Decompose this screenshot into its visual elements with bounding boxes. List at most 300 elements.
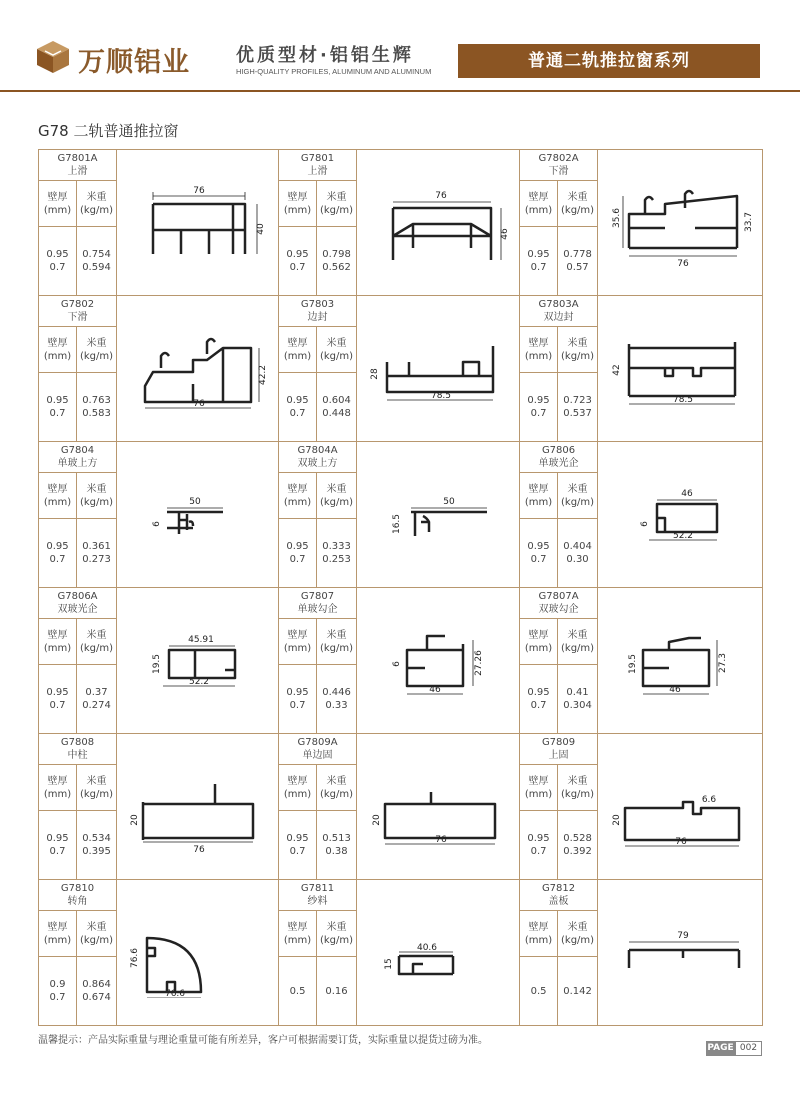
- weight-value: 0.798: [322, 249, 351, 260]
- catalog-row: [39, 442, 763, 473]
- thickness-label: 壁厚: [287, 775, 308, 787]
- dimension-label: 42: [612, 363, 623, 376]
- weight-header: [558, 765, 598, 811]
- thickness-unit: (mm): [524, 788, 553, 800]
- thickness-values: [520, 957, 558, 1026]
- weight-unit: (kg/m): [79, 496, 114, 508]
- thickness-value: 0.95: [286, 833, 309, 844]
- dimension-label: 50: [443, 496, 455, 507]
- weight-header: [558, 911, 598, 957]
- weight-value: 0.41: [566, 687, 589, 698]
- profile-drawing: [357, 296, 520, 442]
- thickness-value: 0.9: [49, 979, 66, 990]
- thickness-header: [520, 327, 558, 373]
- dimension-label: 27.3: [718, 652, 729, 673]
- weight-value: 0.448: [322, 408, 351, 419]
- weight-header: [77, 181, 117, 227]
- thickness-value: 0.95: [46, 687, 69, 698]
- dimension-label: 52.2: [673, 530, 694, 541]
- weight-value: 0.763: [82, 395, 111, 406]
- profile-drawing: [598, 296, 763, 442]
- weight-unit: (kg/m): [319, 204, 354, 216]
- profile-code-cell: [39, 588, 117, 619]
- thickness-label: 壁厚: [287, 191, 308, 203]
- thickness-value: 0.95: [286, 687, 309, 698]
- thickness-values: [39, 373, 77, 442]
- dimension-label: 76: [192, 844, 205, 852]
- profile-code-cell: [39, 296, 117, 327]
- weight-unit: (kg/m): [319, 496, 354, 508]
- dimension-label: 20: [612, 813, 623, 826]
- thickness-values: [279, 227, 317, 296]
- dimension-label: 19.5: [151, 653, 162, 674]
- weight-label: 米重: [567, 337, 588, 349]
- weight-label: 米重: [567, 921, 588, 933]
- dimension-label: 46: [500, 227, 511, 240]
- thickness-values: [520, 665, 558, 734]
- catalog-row: [39, 734, 763, 765]
- weight-label: 米重: [86, 775, 107, 787]
- thickness-label: 壁厚: [47, 191, 68, 203]
- weight-value: 0.395: [82, 846, 111, 857]
- weight-value: 0.274: [82, 700, 111, 711]
- weight-value: 0.754: [82, 249, 111, 260]
- thickness-value: 0.95: [46, 249, 69, 260]
- dimension-label: 76: [675, 836, 687, 847]
- weight-values: [317, 957, 357, 1026]
- profile-code: G7801: [300, 153, 335, 164]
- weight-values: [317, 665, 357, 734]
- weight-value: 0.57: [566, 262, 589, 273]
- profile-drawing: [357, 442, 520, 588]
- dimension-label: 6: [640, 520, 651, 527]
- profile-drawing: [357, 588, 520, 734]
- thickness-unit: (mm): [524, 350, 553, 362]
- profile-name: 单边固: [302, 750, 333, 761]
- weight-header: [77, 911, 117, 957]
- profile-code-cell: [520, 734, 598, 765]
- thickness-label: 壁厚: [47, 483, 68, 495]
- dimension-label: 76.6: [129, 947, 140, 968]
- weight-value: 0.537: [563, 408, 592, 419]
- weight-unit: (kg/m): [79, 204, 114, 216]
- weight-values: [558, 373, 598, 442]
- profile-drawing: [117, 150, 279, 296]
- company-logo-icon: [36, 40, 70, 74]
- weight-unit: (kg/m): [79, 934, 114, 946]
- dimension-label: 19.5: [628, 653, 639, 674]
- profile-drawing: [117, 442, 279, 588]
- weight-unit: (kg/m): [561, 788, 595, 800]
- dimension-label: 46: [429, 684, 441, 695]
- thickness-header: [279, 473, 317, 519]
- profile-code-cell: [39, 734, 117, 765]
- profile-name: 双边封: [543, 312, 574, 323]
- thickness-label: 壁厚: [528, 775, 549, 787]
- thickness-header: [279, 327, 317, 373]
- weight-unit: (kg/m): [319, 642, 354, 654]
- thickness-header: [39, 765, 77, 811]
- weight-value: 0.38: [325, 846, 348, 857]
- profile-name: 盖板: [548, 896, 569, 907]
- dimension-label: 35.6: [612, 207, 623, 228]
- weight-header: [558, 619, 598, 665]
- thickness-header: [279, 181, 317, 227]
- thickness-header: [39, 911, 77, 957]
- thickness-unit: (mm): [283, 642, 312, 654]
- profile-code-cell: [520, 880, 598, 911]
- dimension-label: 42.2: [257, 364, 268, 385]
- thickness-value: 0.95: [46, 395, 69, 406]
- weight-header: [77, 327, 117, 373]
- weight-header: [77, 619, 117, 665]
- weight-unit: (kg/m): [79, 642, 114, 654]
- weight-label: 米重: [567, 483, 588, 495]
- thickness-values: [279, 957, 317, 1026]
- brand-name: 万顺铝业: [78, 47, 190, 78]
- profile-code-cell: [520, 150, 598, 181]
- profile-code-cell: [39, 442, 117, 473]
- dimension-label: 76: [435, 834, 447, 845]
- dimension-label: 33.7: [744, 211, 755, 232]
- thickness-label: 壁厚: [287, 921, 308, 933]
- weight-header: [317, 327, 357, 373]
- thickness-label: 壁厚: [528, 337, 549, 349]
- thickness-header: [279, 911, 317, 957]
- thickness-value: 0.7: [49, 408, 66, 419]
- thickness-value: 0.7: [289, 408, 306, 419]
- thickness-value: 0.95: [527, 541, 550, 552]
- thickness-value: 0.7: [530, 408, 547, 419]
- dimension-label: 79: [677, 930, 689, 941]
- profile-code-cell: [279, 150, 357, 181]
- thickness-unit: (mm): [283, 496, 312, 508]
- series-banner: 普通二轨推拉窗系列: [458, 44, 760, 78]
- weight-header: [558, 181, 598, 227]
- profile-name: 边封: [307, 312, 328, 323]
- dimension-label: 78.5: [431, 390, 452, 401]
- profile-code-cell: [520, 296, 598, 327]
- profile-name: 单玻上方: [57, 458, 98, 469]
- thickness-header: [39, 181, 77, 227]
- dimension-label: 76.6: [164, 988, 185, 998]
- thickness-unit: (mm): [43, 350, 72, 362]
- profile-drawing: [117, 296, 279, 442]
- profile-code: G7802: [60, 299, 95, 310]
- dimension-label: 6.6: [701, 794, 717, 805]
- weight-header: [317, 911, 357, 957]
- weight-value: 0.583: [82, 408, 111, 419]
- weight-values: [558, 665, 598, 734]
- profile-code: G7812: [541, 883, 576, 894]
- profile-code: G7809: [541, 737, 576, 748]
- profile-code: G7804: [60, 445, 95, 456]
- weight-value: 0.16: [325, 985, 348, 997]
- thickness-label: 壁厚: [287, 337, 308, 349]
- profile-code: G7803A: [538, 299, 579, 310]
- page-label: PAGE: [706, 1041, 735, 1056]
- profile-code: G7807A: [538, 591, 579, 602]
- profile-drawing: [598, 442, 763, 588]
- thickness-values: [39, 519, 77, 588]
- weight-unit: (kg/m): [319, 350, 354, 362]
- profile-code: G7809A: [297, 737, 338, 748]
- thickness-value: 0.95: [286, 249, 309, 260]
- weight-value: 0.37: [85, 687, 108, 698]
- weight-value: 0.513: [322, 833, 351, 844]
- weight-header: [317, 765, 357, 811]
- thickness-unit: (mm): [283, 934, 312, 946]
- weight-values: [558, 519, 598, 588]
- thickness-unit: (mm): [283, 350, 312, 362]
- thickness-values: [279, 665, 317, 734]
- profile-name: 上滑: [67, 166, 88, 177]
- thickness-values: [279, 811, 317, 880]
- weight-value: 0.723: [563, 395, 592, 406]
- thickness-values: [39, 811, 77, 880]
- profile-name: 中柱: [67, 750, 88, 761]
- header-divider: [0, 90, 800, 92]
- weight-header: [558, 473, 598, 519]
- page-header: [0, 0, 800, 92]
- profile-code-cell: [279, 296, 357, 327]
- profile-code: G7807: [300, 591, 335, 602]
- profile-name: 双玻上方: [297, 458, 338, 469]
- weight-label: 米重: [326, 337, 347, 349]
- dimension-label: 46: [669, 684, 681, 695]
- weight-value: 0.528: [563, 833, 592, 844]
- thickness-header: [39, 473, 77, 519]
- dimension-label: 52.2: [188, 676, 209, 687]
- thickness-value: 0.5: [530, 985, 547, 997]
- profile-drawing: [357, 734, 520, 880]
- thickness-value: 0.95: [527, 687, 550, 698]
- weight-value: 0.30: [566, 554, 589, 565]
- thickness-unit: (mm): [43, 204, 72, 216]
- profile-drawing: [117, 734, 279, 880]
- weight-unit: (kg/m): [319, 788, 354, 800]
- weight-unit: (kg/m): [561, 934, 595, 946]
- thickness-values: [39, 665, 77, 734]
- thickness-value: 0.95: [527, 249, 550, 260]
- thickness-label: 壁厚: [287, 629, 308, 641]
- thickness-label: 壁厚: [528, 483, 549, 495]
- weight-value: 0.33: [325, 700, 348, 711]
- dimension-label: 6: [392, 660, 403, 667]
- thickness-label: 壁厚: [287, 483, 308, 495]
- weight-value: 0.253: [322, 554, 351, 565]
- dimension-label: 46: [681, 488, 693, 499]
- thickness-header: [279, 619, 317, 665]
- weight-label: 米重: [86, 191, 107, 203]
- weight-label: 米重: [567, 191, 588, 203]
- thickness-value: 0.95: [286, 541, 309, 552]
- profile-catalog-table: [38, 149, 763, 1026]
- weight-values: [77, 665, 117, 734]
- thickness-unit: (mm): [43, 642, 72, 654]
- profile-drawing: [117, 880, 279, 1026]
- weight-values: [558, 957, 598, 1026]
- dimension-label: 76: [192, 185, 205, 196]
- weight-values: [317, 373, 357, 442]
- profile-name: 单玻勾企: [297, 604, 338, 615]
- weight-value: 0.392: [563, 846, 592, 857]
- profile-code: G7808: [60, 737, 95, 748]
- profile-drawing: [598, 880, 763, 1026]
- weight-unit: (kg/m): [319, 934, 354, 946]
- thickness-values: [520, 373, 558, 442]
- dimension-label: 20: [372, 813, 383, 826]
- profile-code: G7806A: [57, 591, 98, 602]
- profile-drawing: [357, 150, 520, 296]
- thickness-value: 0.7: [289, 846, 306, 857]
- thickness-value: 0.7: [530, 846, 547, 857]
- profile-name: 上滑: [307, 166, 328, 177]
- weight-values: [558, 811, 598, 880]
- thickness-values: [39, 957, 77, 1026]
- dimension-label: 40: [255, 222, 266, 235]
- profile-drawing: [357, 880, 520, 1026]
- weight-unit: (kg/m): [79, 350, 114, 362]
- thickness-value: 0.7: [289, 262, 306, 273]
- weight-value: 0.534: [82, 833, 111, 844]
- dimension-label: 16.5: [392, 513, 403, 534]
- thickness-values: [279, 373, 317, 442]
- weight-label: 米重: [86, 483, 107, 495]
- thickness-header: [520, 473, 558, 519]
- weight-unit: (kg/m): [561, 204, 595, 216]
- thickness-value: 0.7: [49, 262, 66, 273]
- weight-value: 0.446: [322, 687, 351, 698]
- weight-values: [77, 811, 117, 880]
- weight-label: 米重: [86, 629, 107, 641]
- profile-name: 上固: [548, 750, 569, 761]
- dimension-label: 28: [370, 367, 381, 380]
- weight-value: 0.562: [322, 262, 351, 273]
- thickness-unit: (mm): [524, 642, 553, 654]
- weight-value: 0.361: [82, 541, 111, 552]
- weight-value: 0.674: [82, 992, 111, 1003]
- profile-code-cell: [39, 880, 117, 911]
- weight-values: [317, 519, 357, 588]
- thickness-unit: (mm): [283, 204, 312, 216]
- thickness-label: 壁厚: [528, 191, 549, 203]
- profile-name: 下滑: [67, 312, 88, 323]
- weight-unit: (kg/m): [561, 350, 595, 362]
- weight-values: [77, 519, 117, 588]
- thickness-value: 0.7: [49, 846, 66, 857]
- weight-label: 米重: [567, 629, 588, 641]
- dimension-label: 76: [435, 190, 447, 201]
- thickness-unit: (mm): [524, 934, 553, 946]
- weight-header: [558, 327, 598, 373]
- slogan-english: HIGH-QUALITY PROFILES, ALUMINUM AND ALUMINUM: [236, 67, 432, 76]
- thickness-unit: (mm): [283, 788, 312, 800]
- profile-code-cell: [279, 734, 357, 765]
- weight-value: 0.404: [563, 541, 592, 552]
- thickness-value: 0.7: [49, 554, 66, 565]
- thickness-value: 0.95: [46, 541, 69, 552]
- weight-unit: (kg/m): [561, 496, 595, 508]
- thickness-label: 壁厚: [47, 337, 68, 349]
- catalog-row: [39, 880, 763, 911]
- profile-code-cell: [279, 588, 357, 619]
- thickness-values: [279, 519, 317, 588]
- profile-name: 下滑: [548, 166, 569, 177]
- thickness-value: 0.95: [527, 833, 550, 844]
- weight-header: [317, 619, 357, 665]
- weight-value: 0.778: [563, 249, 592, 260]
- weight-values: [77, 373, 117, 442]
- thickness-value: 0.7: [289, 700, 306, 711]
- thickness-value: 0.95: [286, 395, 309, 406]
- catalog-row: [39, 588, 763, 619]
- dimension-label: 27.26: [474, 649, 485, 676]
- thickness-unit: (mm): [43, 934, 72, 946]
- weight-header: [77, 473, 117, 519]
- profile-drawing: [598, 734, 763, 880]
- profile-code-cell: [279, 880, 357, 911]
- section-title: G78 二轨普通推拉窗: [38, 122, 179, 140]
- thickness-header: [520, 765, 558, 811]
- dimension-label: 15: [384, 957, 395, 970]
- weight-label: 米重: [326, 921, 347, 933]
- thickness-header: [279, 765, 317, 811]
- weight-value: 0.604: [322, 395, 351, 406]
- weight-values: [77, 227, 117, 296]
- profile-code-cell: [520, 588, 598, 619]
- weight-value: 0.333: [322, 541, 351, 552]
- thickness-values: [39, 227, 77, 296]
- weight-unit: (kg/m): [79, 788, 114, 800]
- weight-value: 0.142: [563, 985, 592, 997]
- profile-code: G7802A: [538, 153, 579, 164]
- thickness-label: 壁厚: [47, 775, 68, 787]
- thickness-unit: (mm): [43, 788, 72, 800]
- thickness-values: [520, 811, 558, 880]
- weight-values: [558, 227, 598, 296]
- thickness-label: 壁厚: [47, 629, 68, 641]
- thickness-value: 0.95: [527, 395, 550, 406]
- profile-code: G7801A: [57, 153, 98, 164]
- profile-code: G7811: [300, 883, 335, 894]
- profile-drawing: [598, 150, 763, 296]
- weight-value: 0.273: [82, 554, 111, 565]
- weight-label: 米重: [326, 629, 347, 641]
- thickness-header: [520, 911, 558, 957]
- profile-name: 转角: [67, 896, 88, 907]
- dimension-label: 76: [677, 258, 689, 268]
- weight-label: 米重: [86, 921, 107, 933]
- weight-value: 0.864: [82, 979, 111, 990]
- weight-label: 米重: [326, 191, 347, 203]
- dimension-label: 6: [151, 520, 162, 527]
- weight-values: [317, 227, 357, 296]
- page-number: 002: [735, 1041, 762, 1056]
- dimension-label: 50: [188, 496, 201, 507]
- weight-label: 米重: [326, 483, 347, 495]
- thickness-value: 0.7: [530, 262, 547, 273]
- thickness-header: [39, 619, 77, 665]
- thickness-header: [520, 619, 558, 665]
- dimension-label: 40.6: [417, 942, 438, 953]
- thickness-unit: (mm): [43, 496, 72, 508]
- profile-drawing: [117, 588, 279, 734]
- profile-code: G7806: [541, 445, 576, 456]
- thickness-unit: (mm): [524, 496, 553, 508]
- thickness-label: 壁厚: [47, 921, 68, 933]
- weight-value: 0.304: [563, 700, 592, 711]
